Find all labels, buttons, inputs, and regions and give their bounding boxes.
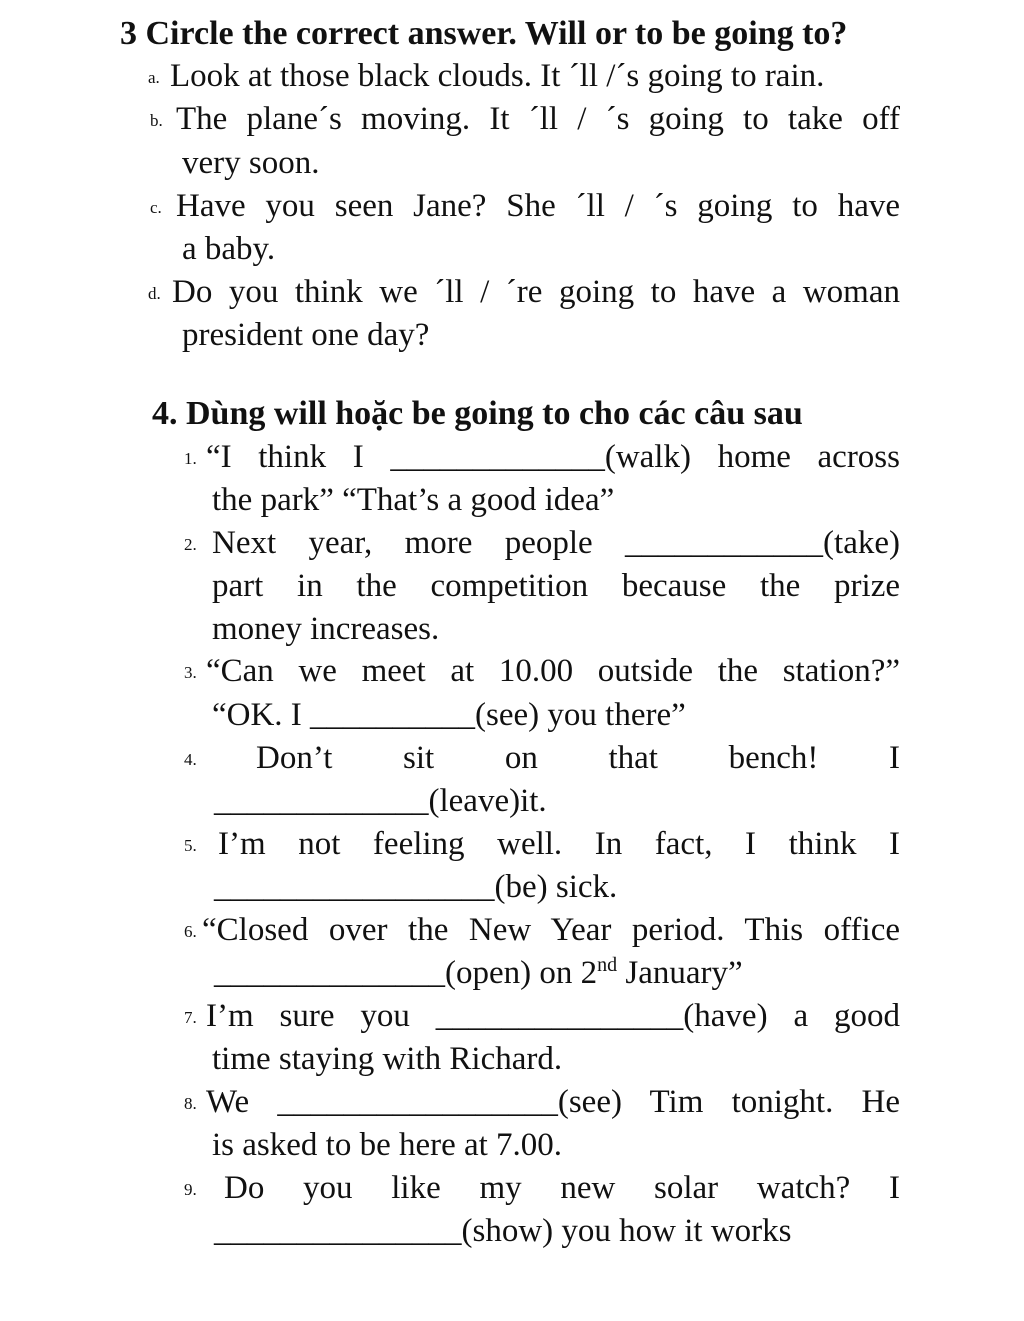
item-marker-a: a. xyxy=(148,68,160,87)
item-7-line-2: time staying with Richard. xyxy=(212,1041,563,1077)
item-6-line-1: “Closed over the New Year period. This office xyxy=(202,912,900,948)
item-marker-1: 1. xyxy=(184,449,197,468)
section-3-title: 3 Circle the correct answer. Will or to be going to? xyxy=(120,15,848,52)
item-9-line-2: _______________(show) you how it works xyxy=(214,1213,792,1249)
item-marker-8: 8. xyxy=(184,1094,197,1113)
item-1-line-2: the park” “That’s a good idea” xyxy=(212,482,615,518)
item-marker-b: b. xyxy=(150,111,163,130)
item-marker-d: d. xyxy=(148,284,161,303)
item-marker-c: c. xyxy=(150,198,162,217)
item-d-line-1: Do you think we ´ll / ´re going to have a woman xyxy=(172,274,900,310)
item-5-line-2: _________________(be) sick. xyxy=(214,869,618,905)
item-2-line-1: Next year, more people ____________(take) xyxy=(212,525,900,561)
item-7-line-1: I’m sure you _______________(have) a good xyxy=(206,998,900,1034)
item-b-line-2: very soon. xyxy=(182,145,320,181)
item-b-line-1: The plane´s moving. It ´ll / ´s going to take off xyxy=(176,101,900,137)
item-c-line-1: Have you seen Jane? She ´ll / ´s going to have xyxy=(176,188,900,224)
item-marker-7: 7. xyxy=(184,1008,197,1027)
section-4-title: 4. Dùng will hoặc be going to cho các câu sau xyxy=(152,395,803,432)
item-6-line-2-end: January” xyxy=(617,955,743,991)
item-6-ordinal-suffix: nd xyxy=(597,954,618,976)
item-3-line-1: “Can we meet at 10.00 outside the station?” xyxy=(206,653,900,689)
item-marker-5: 5. xyxy=(184,836,197,855)
item-6-line-2 xyxy=(214,953,743,993)
item-c-line-2: a baby. xyxy=(182,231,276,267)
item-9-line-1: Do you like my new solar watch? I xyxy=(224,1170,900,1206)
item-4-line-2: _____________(leave)it. xyxy=(214,783,547,819)
item-3-line-2: “OK. I __________(see) you there” xyxy=(212,697,686,733)
item-4-line-1: Don’t sit on that bench! I xyxy=(256,740,900,776)
item-8-line-2: is asked to be here at 7.00. xyxy=(212,1127,563,1163)
item-marker-3: 3. xyxy=(184,663,197,682)
item-marker-9: 9. xyxy=(184,1180,197,1199)
item-2-line-2: part in the competition because the prize xyxy=(212,568,900,604)
item-6-line-2-text: ______________(open) on 2 xyxy=(214,955,598,991)
item-d-line-2: president one day? xyxy=(182,317,430,353)
item-marker-4: 4. xyxy=(184,750,197,769)
item-1-line-1: “I think I _____________(walk) home across xyxy=(206,439,900,475)
item-5-line-1: I’m not feeling well. In fact, I think I xyxy=(218,826,900,862)
item-marker-6: 6. xyxy=(184,922,197,941)
item-a-line-1: Look at those black clouds. It ´ll /´s going to rain. xyxy=(170,58,825,94)
item-marker-2: 2. xyxy=(184,535,197,554)
item-2-line-3: money increases. xyxy=(212,611,440,647)
item-8-line-1: We _________________(see) Tim tonight. He xyxy=(206,1084,900,1120)
